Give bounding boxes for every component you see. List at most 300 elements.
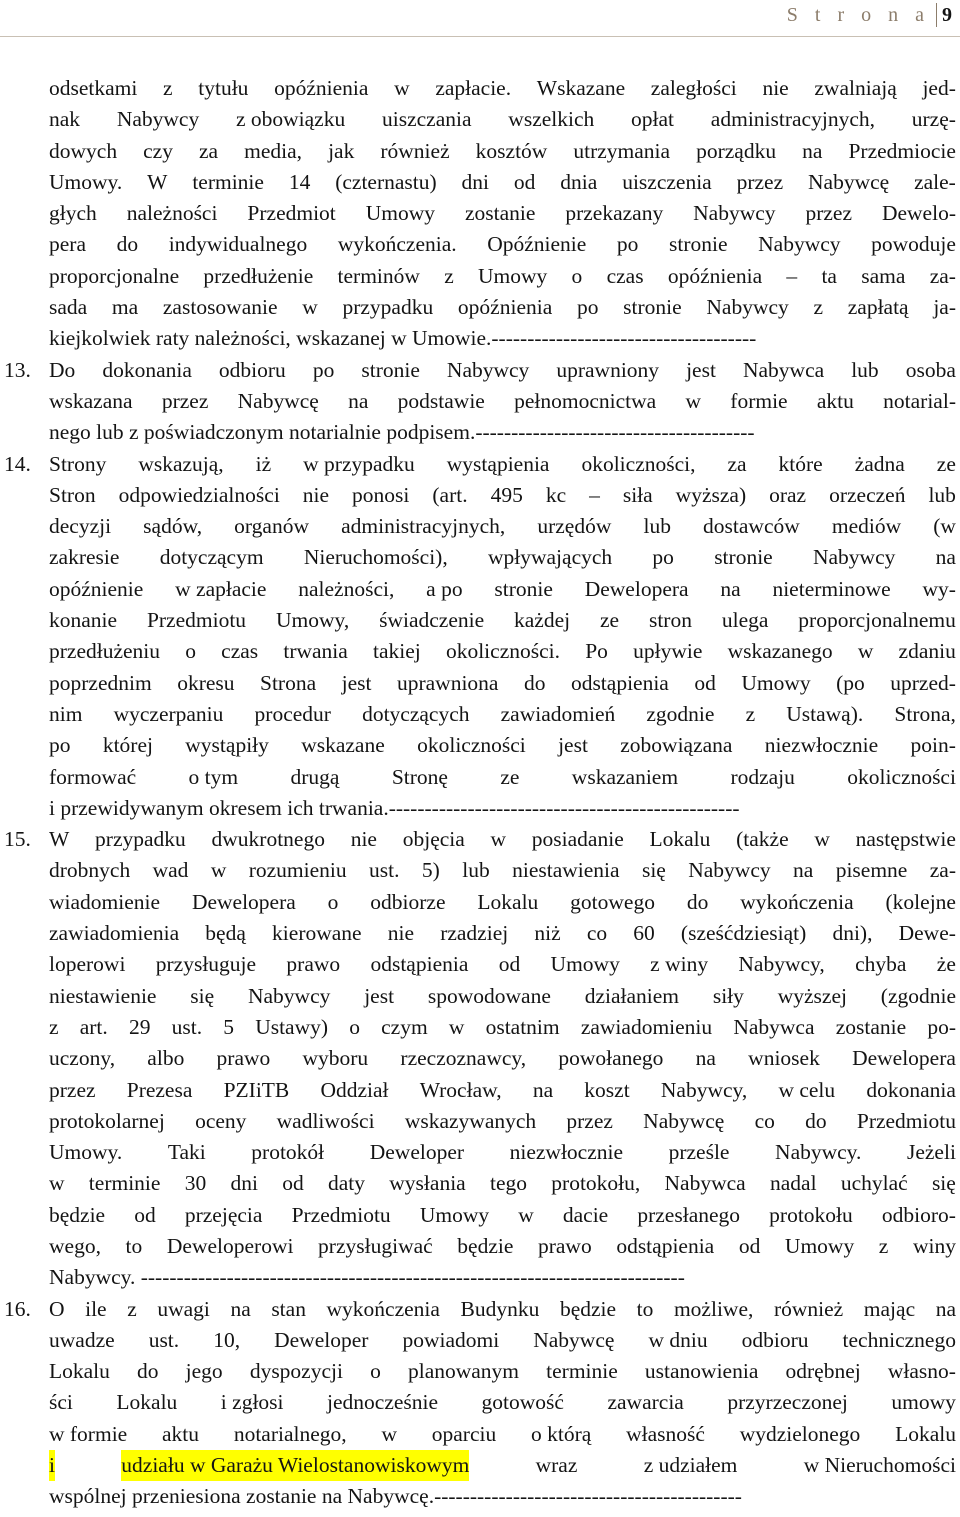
word: świadczenie: [379, 608, 485, 633]
word: o: [327, 889, 339, 914]
page-label: S t r o n a: [786, 3, 930, 26]
word: na: [348, 388, 369, 413]
word: z: [813, 295, 824, 320]
word: Przedmiot: [247, 201, 336, 226]
word: (art.: [432, 482, 468, 507]
word: wykończenia.: [337, 232, 457, 257]
word: 10,: [213, 1327, 241, 1352]
word: Umowy.: [49, 1140, 123, 1165]
word: ustanowienia: [644, 1359, 759, 1384]
text-line: [49, 261, 956, 292]
word: Umowy: [784, 1233, 855, 1258]
word: wystąpiły: [185, 733, 269, 758]
word: żadna: [854, 451, 905, 476]
word: Nabywcy: [247, 983, 331, 1008]
word: Nabywcy: [812, 545, 896, 570]
word: PZIiTB: [223, 1077, 290, 1102]
word: w: [49, 1171, 65, 1196]
word: to: [125, 1233, 143, 1258]
word: z winy: [650, 952, 709, 977]
text-line: [49, 981, 956, 1012]
word: Umowy: [478, 263, 548, 288]
text-line: [49, 386, 956, 417]
word: przedłużenie: [203, 263, 314, 288]
word: o tym: [188, 764, 239, 789]
word: będą: [205, 921, 246, 946]
word: z: [49, 1014, 59, 1039]
text-line: [49, 668, 956, 699]
word: Nabywcę: [643, 1108, 725, 1133]
word: prześle: [668, 1140, 730, 1165]
word: Przedmiotu: [146, 608, 247, 633]
word: wskazana: [49, 388, 133, 413]
word: Deweloperowi: [166, 1233, 294, 1258]
word: Nabywcę: [533, 1327, 615, 1352]
word: oparciu: [431, 1421, 497, 1446]
word: czas: [606, 263, 644, 288]
text-line: [49, 1356, 956, 1387]
word: przypadku: [342, 295, 434, 320]
word: poprzednim: [49, 670, 152, 695]
word: jest: [558, 733, 588, 758]
word: O: [49, 1296, 65, 1321]
word: na: [230, 1296, 251, 1321]
word: się: [190, 983, 215, 1008]
word: zawiadomieniu: [580, 1014, 713, 1039]
word: dni: [461, 169, 490, 194]
word: terminie: [192, 169, 264, 194]
word: nie: [762, 76, 789, 100]
word: należności,: [298, 576, 395, 601]
word: Dewelopera: [191, 889, 296, 914]
word: że: [936, 952, 956, 977]
word: w: [518, 1202, 534, 1227]
word: nieterminowe: [772, 576, 891, 601]
word: co: [754, 1108, 775, 1133]
word: stan: [271, 1296, 306, 1321]
word: wskazanego: [727, 639, 833, 664]
word: okoliczności.: [445, 639, 560, 664]
text-line: [49, 574, 956, 605]
word: za: [198, 138, 219, 163]
text-line: [49, 1106, 956, 1137]
word: następstwie: [855, 827, 956, 852]
word: w Nieruchomości: [803, 1453, 956, 1478]
word: kc: [545, 482, 567, 507]
word: przekazany: [565, 201, 664, 226]
word: działaniem: [584, 983, 680, 1008]
word: administracyjnych,: [710, 107, 875, 132]
word: w: [685, 388, 702, 413]
word: winy: [912, 1233, 956, 1258]
word: dostawców: [703, 514, 800, 539]
word: przypadku: [95, 827, 186, 852]
word: niestawienie: [49, 983, 157, 1008]
word: takiej: [373, 639, 421, 664]
text-line: [49, 1012, 956, 1043]
word: nadal: [769, 1171, 817, 1196]
word: wskazują,: [138, 451, 224, 476]
word: proporcjonalne: [49, 263, 180, 288]
word: z: [444, 263, 454, 288]
word: gotowość: [481, 1390, 564, 1415]
text-line: [49, 480, 956, 511]
word: 5: [223, 1014, 235, 1039]
word: przez: [161, 388, 209, 413]
word: technicznego: [842, 1327, 956, 1352]
word: media,: [244, 138, 303, 163]
text-line: [49, 1481, 956, 1512]
word: wadliwości: [276, 1108, 375, 1133]
word: sada: [49, 295, 88, 320]
word: i: [49, 1450, 55, 1481]
word: sądów,: [143, 514, 203, 539]
word: Nabywcy: [446, 357, 530, 382]
word: uczony,: [49, 1046, 116, 1071]
word: Nabywca: [742, 357, 825, 382]
word: Strony: [49, 451, 107, 476]
word: protokół: [251, 1140, 325, 1165]
word: dowych: [49, 138, 118, 163]
word: od: [282, 1171, 304, 1196]
word: Wrocław,: [419, 1077, 502, 1102]
word: Lokalu: [649, 827, 711, 852]
word: o: [571, 263, 583, 288]
word: stronie: [623, 295, 682, 320]
text-line: [49, 1419, 956, 1450]
word: Nieruchomości),: [303, 545, 448, 570]
word: dwukrotnego: [211, 827, 325, 852]
word: Deweloper: [274, 1327, 369, 1352]
word: opóźnienie: [49, 576, 144, 601]
word: aktu: [162, 1421, 200, 1446]
word: do: [686, 889, 709, 914]
word: wpływających: [487, 545, 613, 570]
word: własność: [626, 1421, 705, 1446]
word: nego lub z poświadczonym notarialnie podpisem.---------------------------------------: [49, 420, 755, 445]
word: Przedmiocie: [848, 138, 956, 163]
word: odstąpienia: [370, 952, 469, 977]
word: o którą: [531, 1421, 592, 1446]
word: Przedmiotu: [291, 1202, 391, 1227]
word: czas: [221, 639, 259, 664]
word: 14: [288, 169, 311, 194]
word: mediów: [831, 514, 902, 539]
paragraph: [49, 73, 956, 355]
word: opóźnienia: [667, 263, 763, 288]
word: Przedmiotu: [856, 1108, 956, 1133]
word: (zgodnie: [880, 983, 956, 1008]
word: poin-: [910, 733, 956, 758]
word: siła: [622, 482, 653, 507]
text-line: [49, 292, 956, 323]
word: odsetkami: [49, 76, 138, 100]
text-line: [49, 198, 956, 229]
page-number: 9: [942, 3, 952, 26]
word: planowanym: [407, 1359, 520, 1384]
text-line: [49, 793, 956, 824]
word: podstawie: [397, 388, 485, 413]
word: Dewelopera: [852, 1046, 956, 1071]
word: w: [381, 1421, 397, 1446]
word: Umowy: [741, 670, 811, 695]
word: Nabywcy: [116, 107, 200, 132]
text-line: [49, 104, 956, 135]
word: w: [394, 76, 410, 100]
word: lub: [462, 858, 490, 883]
word: wskazane: [301, 733, 385, 758]
word: dyspozycji: [249, 1359, 343, 1384]
word: chyba: [855, 952, 907, 977]
word: jest: [341, 670, 372, 695]
word: wyczerpaniu: [113, 701, 224, 726]
word: po: [576, 295, 599, 320]
word: pera: [49, 232, 86, 257]
text-line: [49, 1168, 956, 1199]
word: wad: [152, 858, 189, 883]
word: zapłatą: [847, 295, 909, 320]
word: loperowi: [49, 952, 126, 977]
word: w: [857, 639, 874, 664]
word: za: [727, 451, 747, 476]
word: opłat: [631, 107, 675, 132]
word: Nabywcy: [693, 201, 776, 226]
word: Prezesa: [126, 1077, 193, 1102]
word: jest: [686, 357, 716, 382]
word: protokołu,: [551, 1171, 641, 1196]
text-line: [49, 1075, 956, 1106]
word: rodzaju: [730, 764, 795, 789]
word: Stron: [49, 482, 96, 507]
word: zale-: [914, 169, 956, 194]
word: Nabywcę: [237, 388, 319, 413]
word: przyrzeczonej: [727, 1390, 848, 1415]
word: (także: [736, 827, 789, 852]
word: z udziałem: [643, 1453, 738, 1478]
word: ze: [600, 608, 620, 633]
text-line: [49, 730, 956, 761]
word: powiadomi: [402, 1327, 500, 1352]
word: daty: [327, 1171, 366, 1196]
word: Ustawą).: [786, 701, 864, 726]
word: W: [49, 827, 70, 852]
word: Umowy.: [49, 169, 123, 194]
word: w: [814, 827, 830, 852]
word: protokolarnej: [49, 1108, 165, 1133]
word: wystąpienia: [446, 451, 550, 476]
word: w dniu: [648, 1327, 708, 1352]
word: za-: [929, 263, 956, 288]
word: Lokalu: [49, 1359, 110, 1384]
word: nie: [350, 827, 377, 852]
word: które: [778, 451, 823, 476]
word: czy: [143, 138, 173, 163]
word: dni),: [832, 921, 873, 946]
word: wraz: [535, 1453, 578, 1478]
word: wiadomienie: [49, 889, 161, 914]
word: z: [745, 701, 756, 726]
word: okoliczności: [847, 764, 956, 789]
word: okoliczności: [417, 733, 526, 758]
page-header: [787, 0, 960, 30]
text-line: [49, 1294, 956, 1325]
text-line: [49, 699, 956, 730]
word: niezwłocznie: [509, 1140, 624, 1165]
word: umowy: [891, 1390, 956, 1415]
word: decyzji: [49, 514, 112, 539]
text-line: [49, 449, 956, 480]
word: (czternastu): [335, 169, 437, 194]
word: głych: [49, 201, 97, 226]
word: uprawniony: [556, 357, 660, 382]
word: za-: [929, 858, 956, 883]
word: z: [878, 1233, 889, 1258]
word: Lokalu: [477, 889, 539, 914]
word: stronie: [361, 357, 420, 382]
word: (w: [933, 514, 956, 539]
word: lub: [928, 482, 956, 507]
word: ze: [936, 451, 956, 476]
word: zapłacie.: [435, 76, 512, 100]
word: odbioru: [218, 357, 286, 382]
word: stronie: [714, 545, 773, 570]
word: po: [652, 545, 674, 570]
word: wego,: [49, 1233, 101, 1258]
word: drobnych: [49, 858, 131, 883]
word: wykończenia: [326, 1296, 440, 1321]
word: opóźnienia: [274, 76, 369, 100]
word: nim: [49, 701, 83, 726]
word: ta: [821, 263, 837, 288]
word: mając: [863, 1296, 916, 1321]
text-line: [49, 1231, 956, 1262]
word: w celu: [778, 1077, 836, 1102]
word: w formie: [49, 1421, 128, 1446]
word: gotowego: [570, 889, 655, 914]
word: urzę-: [911, 107, 956, 132]
word: od: [694, 670, 716, 695]
word: 5): [421, 858, 440, 883]
word: Nabywcy,: [660, 1077, 748, 1102]
word: z: [127, 1296, 137, 1321]
word: 30: [184, 1171, 207, 1196]
word: wskazaniem: [571, 764, 679, 789]
word: wszelkich: [508, 107, 595, 132]
word: będzie: [457, 1233, 514, 1258]
word: zwalniają: [814, 76, 897, 100]
word: wydzielonego: [739, 1421, 861, 1446]
word: po: [49, 733, 71, 758]
word: niezwłocznie: [764, 733, 879, 758]
word: będzie: [49, 1202, 106, 1227]
word: również: [773, 1296, 844, 1321]
word: okresu: [177, 670, 235, 695]
word: jed-: [922, 76, 956, 100]
word: zgodnie: [646, 701, 715, 726]
word: koszt: [584, 1077, 630, 1102]
word: aktu: [816, 388, 854, 413]
word: terminie: [546, 1359, 618, 1384]
word: przez: [805, 201, 853, 226]
word: pisemne: [835, 858, 908, 883]
word: nie: [387, 921, 415, 946]
word: przysługiwać: [318, 1233, 433, 1258]
word: dokonania: [866, 1077, 956, 1102]
word: na: [695, 1046, 716, 1071]
word: trwania: [283, 639, 348, 664]
word: z obowiązku: [235, 107, 346, 132]
word: wspólnej przeniesiona zostanie na Nabywcę.-------------------------------------------: [49, 1484, 742, 1509]
word: Stronę: [391, 764, 448, 789]
text-line: [49, 229, 956, 260]
word: osoba: [905, 357, 956, 382]
word: Lokalu: [895, 1421, 956, 1446]
text-line: [49, 542, 956, 573]
word: –: [786, 263, 798, 288]
word: Dewelopera: [584, 576, 689, 601]
word: ma: [111, 295, 139, 320]
word: przesłanego: [637, 1202, 741, 1227]
word: Do: [49, 357, 76, 382]
text-line: [49, 511, 956, 542]
word: drugą: [290, 764, 340, 789]
word: ust.: [171, 1014, 203, 1039]
word: uprzed-: [890, 670, 956, 695]
text-line: [49, 323, 956, 354]
word: odrębnej: [785, 1359, 861, 1384]
word: rzeczoznawcy,: [400, 1046, 527, 1071]
word: wykończenia: [740, 889, 854, 914]
word: przedłużeniu: [49, 639, 161, 664]
word: Po: [585, 639, 608, 664]
header-rule: [0, 36, 960, 37]
word: zastosowanie: [162, 295, 278, 320]
paragraph-number: 15.: [4, 827, 31, 852]
text-line: [49, 949, 956, 980]
word: wyższa): [675, 482, 747, 507]
text-line: [49, 1137, 956, 1168]
word: indywidualnego: [168, 232, 308, 257]
word: upływie: [633, 639, 703, 664]
word: na: [532, 1077, 554, 1102]
word: jest: [364, 983, 395, 1008]
word: przez: [736, 169, 784, 194]
word: stronie: [494, 576, 553, 601]
word: prawo: [537, 1233, 592, 1258]
word: dnia: [560, 169, 598, 194]
word: Nabywcy: [706, 295, 789, 320]
text-line: [49, 136, 956, 167]
word: ze: [500, 764, 520, 789]
text-line: [49, 417, 956, 448]
word: w przypadku: [303, 451, 415, 476]
word: stron: [648, 608, 692, 633]
word: zostanie: [835, 1014, 907, 1039]
word: kosztów: [475, 138, 548, 163]
numbered-paragraph: [4, 824, 956, 1293]
word: rzadziej: [440, 921, 509, 946]
word: na: [793, 858, 814, 883]
word: lub: [851, 357, 879, 382]
word: Umowy: [419, 1202, 490, 1227]
word: po: [616, 232, 639, 257]
word: dacie: [562, 1202, 609, 1227]
word: okoliczności,: [581, 451, 696, 476]
word: od: [134, 1202, 156, 1227]
word: każdej: [514, 608, 571, 633]
word: której: [102, 733, 153, 758]
word: Nabywcy: [758, 232, 841, 257]
